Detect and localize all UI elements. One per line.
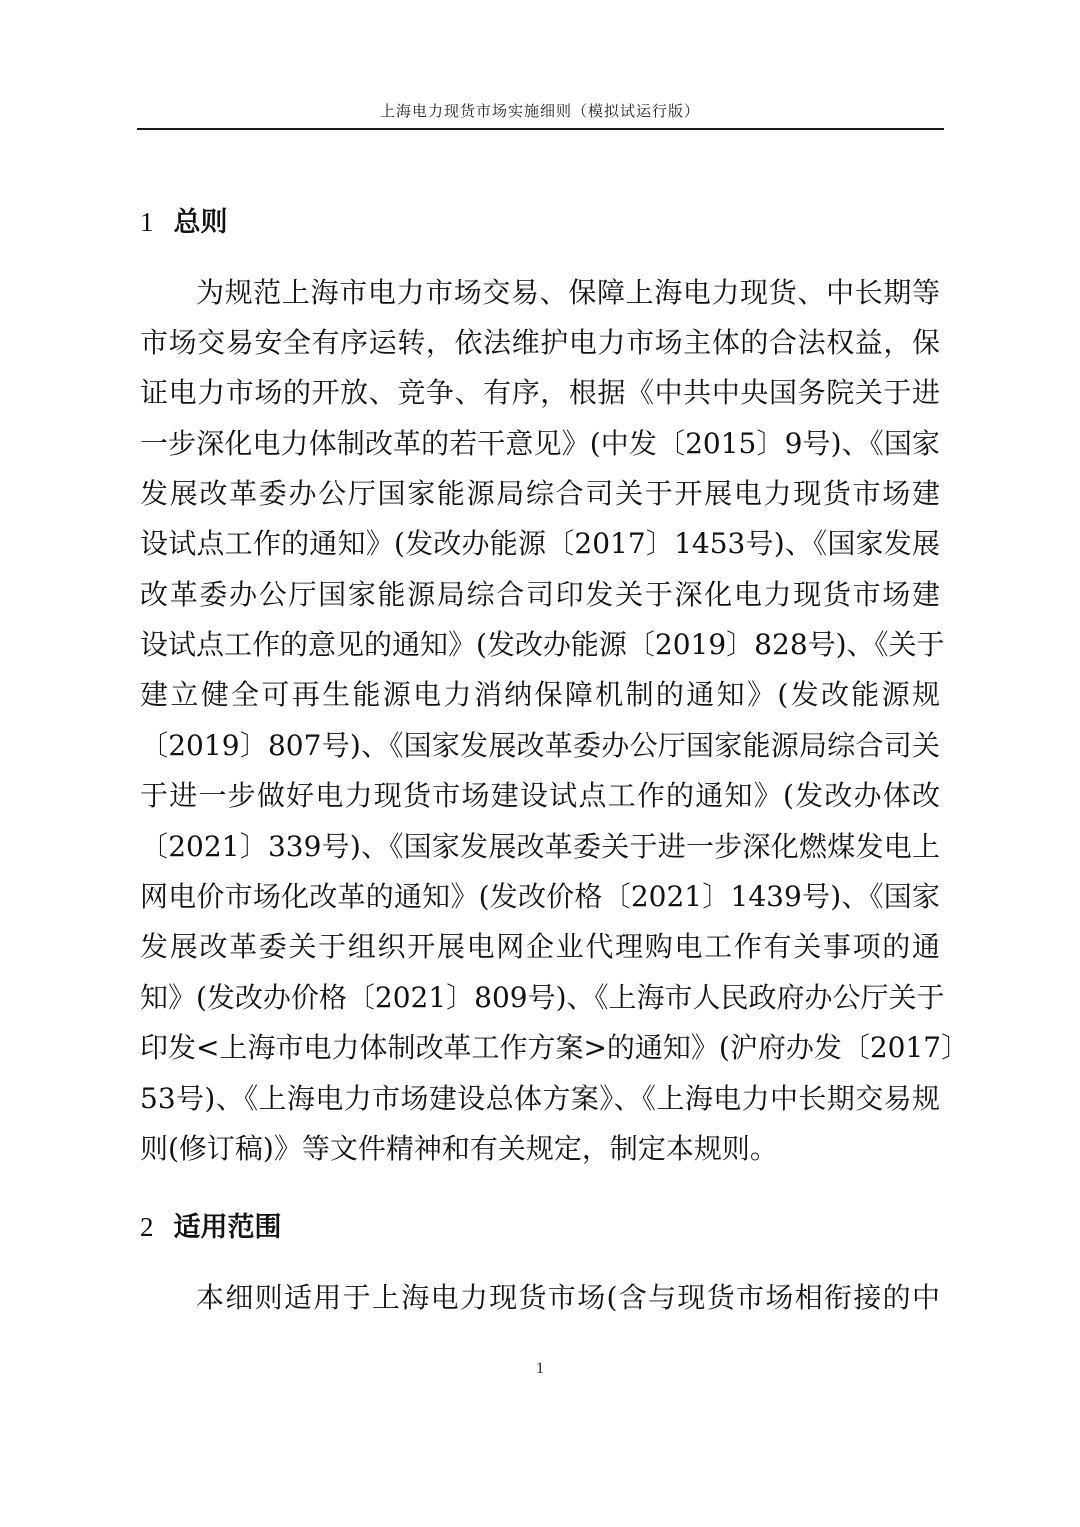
section-number: 2 [140,1212,154,1242]
section-title: 总则 [173,207,228,238]
paragraph-line: 则(修订稿)》等文件精神和有关规定，制定本规则。 [140,1132,778,1165]
paragraph-line: 网电价市场化改革的通知》(发改价格〔2021〕1439号)、《国家 [140,880,940,913]
paragraph-line: 知》(发改办价格〔2021〕809号)、《上海市人民政府办公厅关于 [140,981,945,1014]
paragraph-line: 发展改革委办公厅国家能源局综合司关于开展电力现货市场建 [140,477,940,510]
paragraph-line: 改革委办公厅国家能源局综合司印发关于深化电力现货市场建 [140,578,940,611]
paragraph-line: 建立健全可再生能源电力消纳保障机制的通知》(发改能源规 [140,678,940,711]
section-title: 适用范围 [173,1212,282,1243]
paragraph-line: 证电力市场的开放、竞争、有序，根据《中共中央国务院关于进 [140,376,940,409]
header-divider [137,128,944,130]
paragraph-line: 发展改革委关于组织开展电网企业代理购电工作有关事项的通 [140,930,940,963]
paragraph-line: 市场交易安全有序运转，依法维护电力市场主体的合法权益，保 [140,326,940,359]
paragraph-line: 本细则适用于上海电力现货市场(含与现货市场相衔接的中 [196,1281,940,1314]
paragraph-line: 一步深化电力体制改革的若干意见》(中发〔2015〕9号)、《国家 [140,427,940,460]
paragraph-line: 于进一步做好电力现货市场建设试点工作的通知》(发改办体改 [140,779,940,812]
running-header: 上海电力现货市场实施细则（模拟试运行版） [379,102,700,120]
paragraph-line: 〔2021〕339号)、《国家发展改革委关于进一步深化燃煤发电上 [140,830,940,863]
page-number: 1 [536,1360,544,1377]
section-heading-1 [140,200,228,239]
paragraph-line: 印发<上海市电力体制改革工作方案>的通知》(沪府办发〔2017〕 [140,1031,970,1064]
section-heading-2 [140,1205,282,1244]
paragraph-line: 〔2019〕807号)、《国家发展改革委办公厅国家能源局综合司关 [140,729,940,762]
paragraph-line: 为规范上海市电力市场交易、保障上海电力现货、中长期等 [196,276,940,309]
paragraph-line: 53号)、《上海电力市场建设总体方案》、《上海电力中长期交易规 [140,1082,940,1115]
paragraph-line: 设试点工作的通知》(发改办能源〔2017〕1453号)、《国家发展 [140,527,940,560]
paragraph-line: 设试点工作的意见的通知》(发改办能源〔2019〕828号)、《关于 [140,628,945,661]
section-number: 1 [140,207,154,237]
